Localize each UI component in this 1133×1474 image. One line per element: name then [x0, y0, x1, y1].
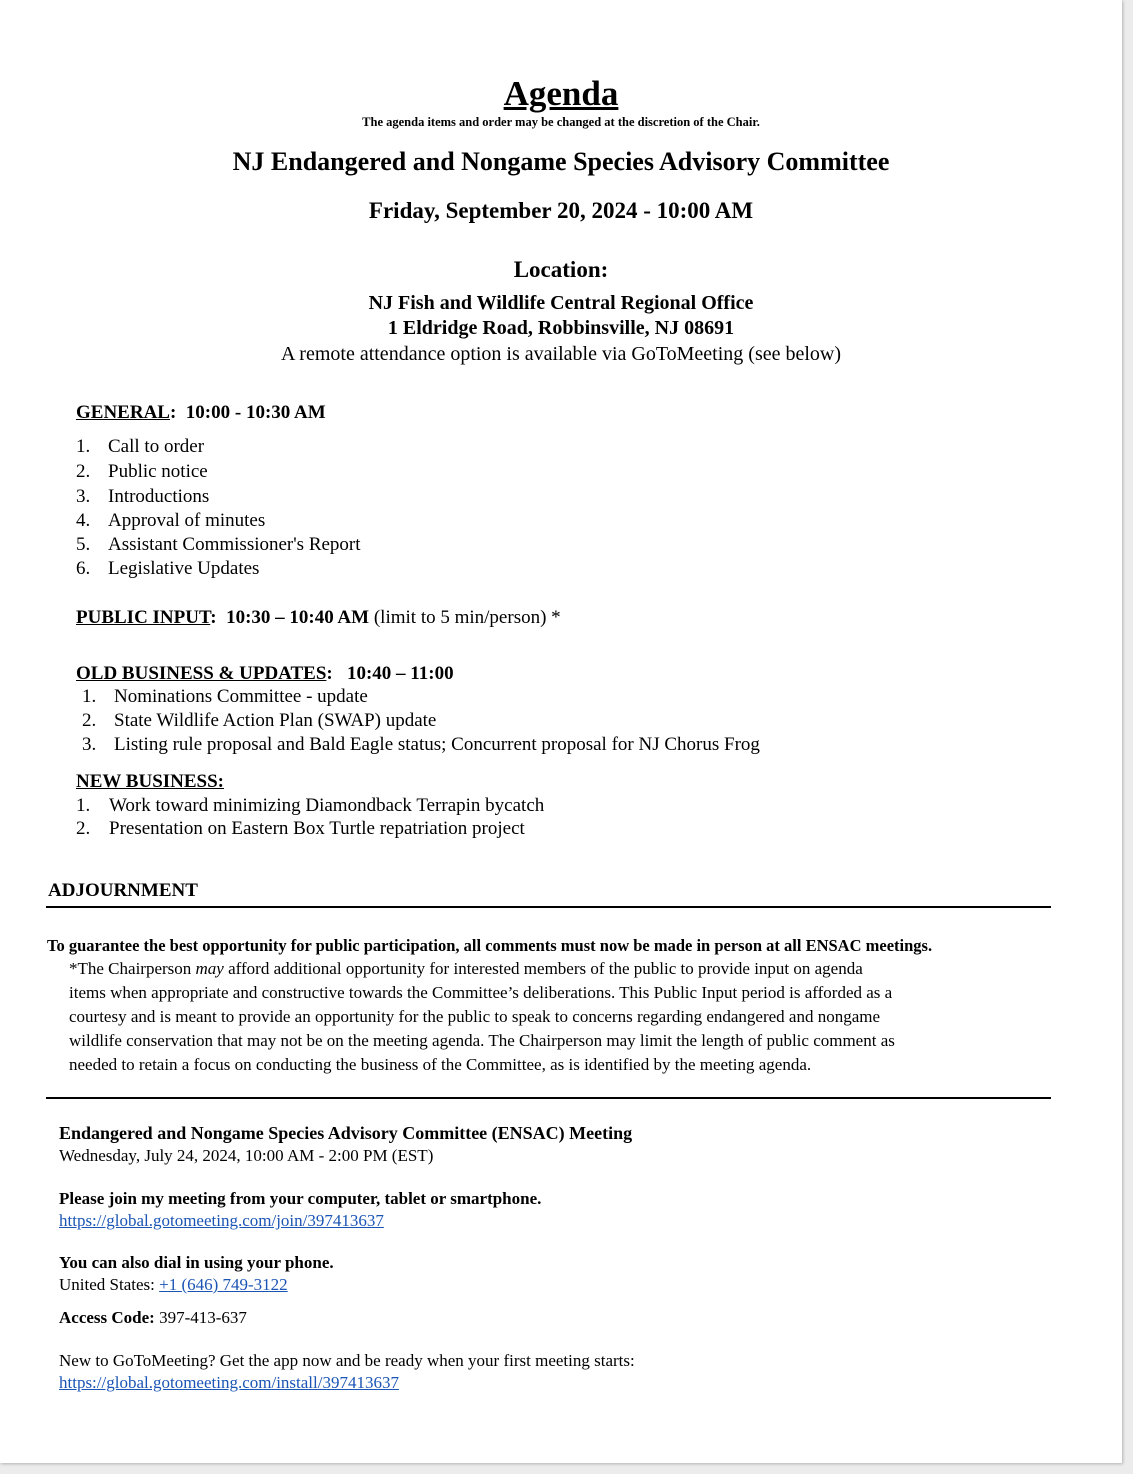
list-item: 4. Approval of minutes: [76, 510, 266, 531]
adjournment-heading: ADJOURNMENT: [48, 880, 198, 901]
remote-note: A remote attendance option is available via GoToMeeting (see below): [280, 343, 842, 365]
old-business-time: 10:40 – 11:00: [346, 663, 454, 684]
public-input-section: PUBLIC INPUT: 10:30 – 10:40 AM (limit to 5 min/person) *: [76, 607, 561, 628]
list-item: 1. Call to order: [76, 436, 205, 457]
list-item: 1. Work toward minimizing Diamondback Terrapin bycatch: [76, 795, 545, 816]
public-input-heading: PUBLIC INPUT: [76, 607, 211, 628]
meeting-datetime: Wednesday, July 24, 2024, 10:00 AM - 2:00 PM (EST): [59, 1146, 434, 1165]
notice-line: wildlife conservation that may not be on the meeting agenda. The Chairperson may limit the length of public comment as: [69, 1031, 895, 1050]
meeting-date: Friday, September 20, 2024 - 10:00 AM: [368, 198, 754, 223]
dial-heading: You can also dial in using your phone.: [59, 1253, 334, 1272]
list-item: 1. Nominations Committee - update: [82, 686, 368, 707]
public-input-time: 10:30 – 10:40 AM: [226, 607, 370, 628]
list-item: 2. Public notice: [76, 461, 208, 482]
agenda-subtitle: The agenda items and order may be changed at the discretion of the Chair.: [362, 115, 760, 129]
general-heading: GENERAL: [76, 402, 170, 423]
old-business-section-heading: OLD BUSINESS & UPDATES: 10:40 – 11:00: [76, 663, 454, 684]
access-code-line: [59, 1308, 247, 1328]
list-item: 3. Introductions: [76, 486, 210, 507]
dial-in-line: [59, 1275, 288, 1295]
public-input-notice: [69, 957, 1029, 1077]
notice-line: needed to retain a focus on conducting the business of the Committee, as is identified by the meeting agenda.: [69, 1055, 812, 1074]
committee-name: NJ Endangered and Nongame Species Advisory Committee: [232, 147, 890, 176]
location-address: 1 Eldridge Road, Robbinsville, NJ 08691: [387, 317, 735, 339]
meeting-title: Endangered and Nongame Species Advisory Committee (ENSAC) Meeting: [59, 1123, 633, 1143]
notice-line: items when appropriate and constructive towards the Committee’s deliberations. This Public Input period is afforded as a: [69, 983, 893, 1002]
access-code-value: 397-413-637: [154, 1308, 247, 1327]
list-item: 3. Listing rule proposal and Bald Eagle status; Concurrent proposal for NJ Chorus Frog: [82, 734, 760, 755]
agenda-title: Agenda: [503, 74, 619, 113]
list-item: 5. Assistant Commissioner's Report: [76, 534, 361, 555]
list-item: 2. Presentation on Eastern Box Turtle repatriation project: [76, 818, 525, 839]
dial-label: United States:: [59, 1275, 160, 1294]
notice-line: *The Chairperson may afford additional opportunity for interested members of the public to provide input on agenda: [69, 959, 863, 978]
join-heading: Please join my meeting from your computer, tablet or smartphone.: [59, 1189, 542, 1208]
old-business-heading: OLD BUSINESS & UPDATES: [76, 663, 327, 684]
install-app-link[interactable]: https://global.gotomeeting.com/install/397413637: [59, 1373, 399, 1392]
join-meeting-link[interactable]: https://global.gotomeeting.com/join/397413637: [59, 1211, 384, 1230]
general-section-heading: GENERAL: 10:00 - 10:30 AM: [76, 402, 326, 423]
public-input-note: (limit to 5 min/person) *: [373, 607, 561, 628]
list-item: 6. Legislative Updates: [76, 558, 260, 579]
location-heading: Location:: [513, 257, 609, 282]
new-user-prompt: New to GoToMeeting? Get the app now and be ready when your first meeting starts:: [59, 1351, 635, 1370]
new-business-heading: NEW BUSINESS:: [76, 771, 225, 792]
access-code-label: Access Code:: [59, 1308, 155, 1327]
divider: [46, 906, 1051, 908]
location-name: NJ Fish and Wildlife Central Regional Office: [368, 292, 754, 314]
general-time: 10:00 - 10:30 AM: [185, 402, 326, 423]
dial-number-link[interactable]: +1 (646) 749-3122: [159, 1275, 288, 1294]
notice-line: courtesy and is meant to provide an opportunity for the public to speak to concerns regarding endangered and nongame: [69, 1007, 881, 1026]
list-item: 2. State Wildlife Action Plan (SWAP) update: [82, 710, 437, 731]
notice-bold: To guarantee the best opportunity for public participation, all comments must now be made in person at all ENSAC meetings.: [47, 936, 933, 955]
divider: [46, 1097, 1051, 1099]
